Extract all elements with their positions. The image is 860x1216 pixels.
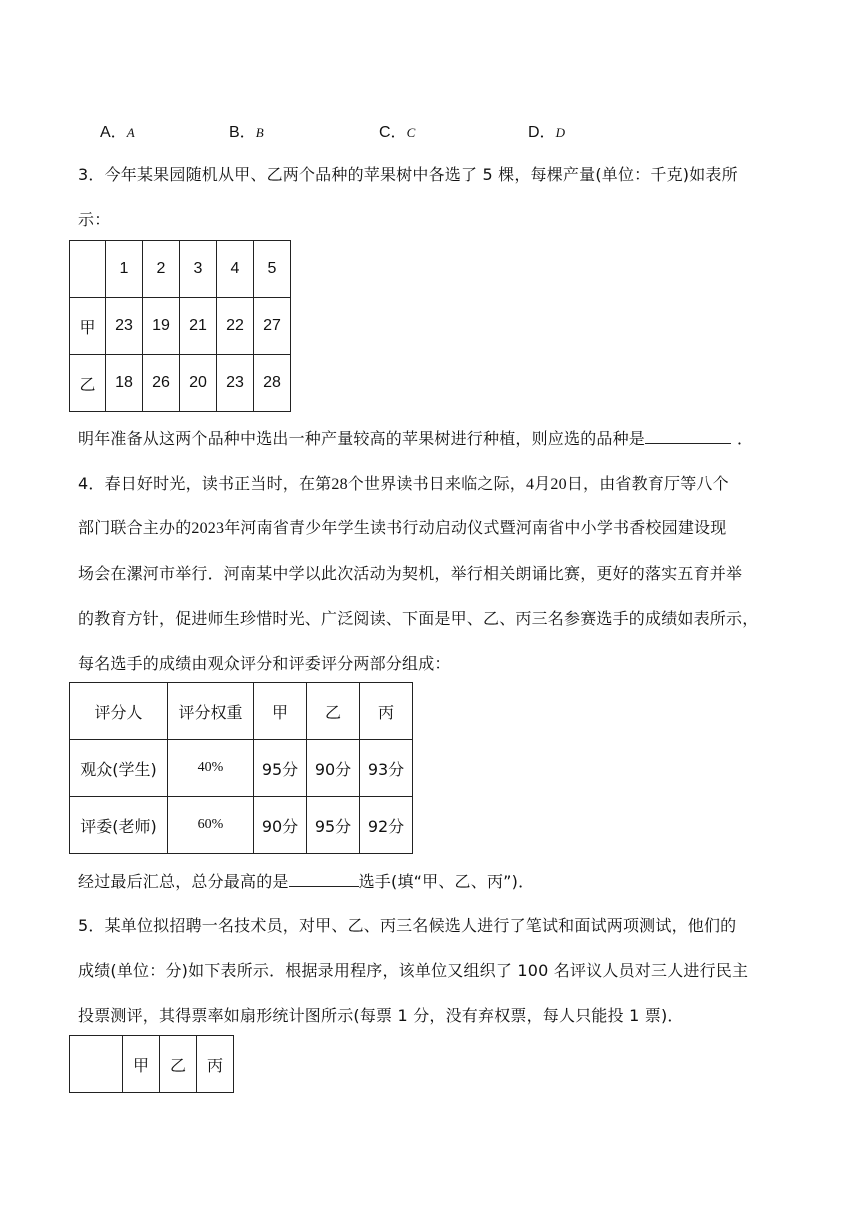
table-cell: 90分 (307, 740, 360, 797)
q4-line-4: 的教育方针，促进师生珍惜时光、广泛阅读、下面是甲、乙、丙三名参赛选手的成绩如表所示， (78, 609, 759, 628)
table-row (70, 797, 413, 854)
table-cell: 40% (168, 740, 254, 797)
option-a-value: A (126, 125, 135, 140)
q4-line-5: 每名选手的成绩由观众评分和评委评分两部分组成： (78, 654, 451, 673)
q4-number: 28 (331, 476, 348, 493)
q5-score-table (69, 1035, 234, 1093)
table-cell: 4 (217, 241, 254, 298)
table-cell: 甲 (123, 1036, 160, 1093)
option-d-value: D (555, 125, 565, 140)
table-cell: 95分 (254, 740, 307, 797)
table-cell: 丙 (360, 683, 413, 740)
option-b (229, 119, 264, 142)
table-row (70, 355, 291, 412)
table-cell: 观众(学生) (70, 740, 168, 797)
table-cell: 乙 (307, 683, 360, 740)
table-cell: 5 (254, 241, 291, 298)
q3-line-2: 示： (78, 210, 111, 229)
table-cell: 21 (180, 298, 217, 355)
option-b-value: B (255, 125, 264, 140)
table-row (70, 298, 291, 355)
table-cell: 28 (254, 355, 291, 412)
answer-blank (289, 872, 359, 887)
q4-text: 个世界读书日来临之际， (347, 474, 526, 493)
q4-number: 20 (550, 476, 567, 493)
table-cell: 22 (217, 298, 254, 355)
q4-score-table (69, 682, 413, 854)
table-cell: 甲 (254, 683, 307, 740)
table-row (70, 241, 291, 298)
table-cell: 90分 (254, 797, 307, 854)
q5-line-3: 投票测评，其得票率如扇形统计图所示(每票 1 分，没有弃权票，每人只能投 1 票)． (78, 1006, 684, 1025)
q4-line-1 (78, 471, 729, 494)
q4-number: 4 (526, 476, 535, 493)
table-cell: 评分人 (70, 683, 168, 740)
table-cell: 26 (143, 355, 180, 412)
table-cell: 20 (180, 355, 217, 412)
table-cell: 乙 (160, 1036, 197, 1093)
option-d (528, 119, 565, 142)
table-cell: 23 (217, 355, 254, 412)
q4-line-2 (78, 515, 726, 538)
q3-answer-text: 明年准备从这两个品种中选出一种产量较高的苹果树进行种植，则应选的品种是 (78, 429, 646, 448)
table-cell (70, 1036, 123, 1093)
option-a (100, 119, 135, 142)
table-cell: 评分权重 (168, 683, 254, 740)
table-row (70, 740, 413, 797)
answer-blank (645, 429, 731, 444)
q4-answer-text: 经过最后汇总，总分最高的是 (78, 872, 289, 891)
q4-text: 4．春日好时光，读书正当时，在第 (78, 474, 332, 493)
table-cell: 18 (106, 355, 143, 412)
q4-text: 月 (534, 474, 551, 493)
q3-answer-line (78, 426, 753, 449)
option-c-letter: C． (379, 124, 407, 141)
table-cell: 60% (168, 797, 254, 854)
table-cell (70, 241, 106, 298)
table-cell: 1 (106, 241, 143, 298)
q3-line-1: 3．今年某果园随机从甲、乙两个品种的苹果树中各选了 5 棵，每棵产量(单位：千克)如表所 (78, 165, 738, 184)
option-a-letter: A． (100, 124, 127, 141)
table-row (70, 1036, 234, 1093)
table-cell: 2 (143, 241, 180, 298)
table-cell: 23 (106, 298, 143, 355)
table-row (70, 683, 413, 740)
q4-answer-hint: 选手(填“甲、乙、丙”)． (358, 872, 535, 891)
q4-line-3: 场会在漯河市举行．河南某中学以此次活动为契机，举行相关朗诵比赛，更好的落实五育并举 (78, 564, 743, 583)
q4-answer-line (78, 869, 534, 892)
table-cell: 95分 (307, 797, 360, 854)
option-c-value: C (406, 125, 416, 140)
table-cell: 3 (180, 241, 217, 298)
q3-answer-end: ． (737, 429, 754, 448)
table-cell: 甲 (70, 298, 106, 355)
q4-number: 2023 (191, 520, 225, 537)
table-cell: 评委(老师) (70, 797, 168, 854)
q4-text: 部门联合主办的 (78, 518, 192, 537)
option-d-letter: D． (528, 124, 556, 141)
table-cell: 92分 (360, 797, 413, 854)
table-cell: 93分 (360, 740, 413, 797)
table-cell: 丙 (197, 1036, 234, 1093)
q3-yield-table (69, 240, 291, 412)
q4-text: 年河南省青少年学生读书行动启动仪式暨河南省中小学书香校园建设现 (224, 518, 727, 537)
table-cell: 19 (143, 298, 180, 355)
q5-line-1: 5．某单位拟招聘一名技术员，对甲、乙、丙三名候选人进行了笔试和面试两项测试，他们的 (78, 916, 737, 935)
table-cell: 乙 (70, 355, 106, 412)
option-c (379, 119, 415, 142)
table-cell: 27 (254, 298, 291, 355)
q4-text: 日，由省教育厅等八个 (566, 474, 729, 493)
q5-line-2: 成绩(单位：分)如下表所示．根据录用程序，该单位又组织了 100 名评议人员对三人进行民主 (78, 961, 749, 980)
option-b-letter: B． (229, 124, 256, 141)
